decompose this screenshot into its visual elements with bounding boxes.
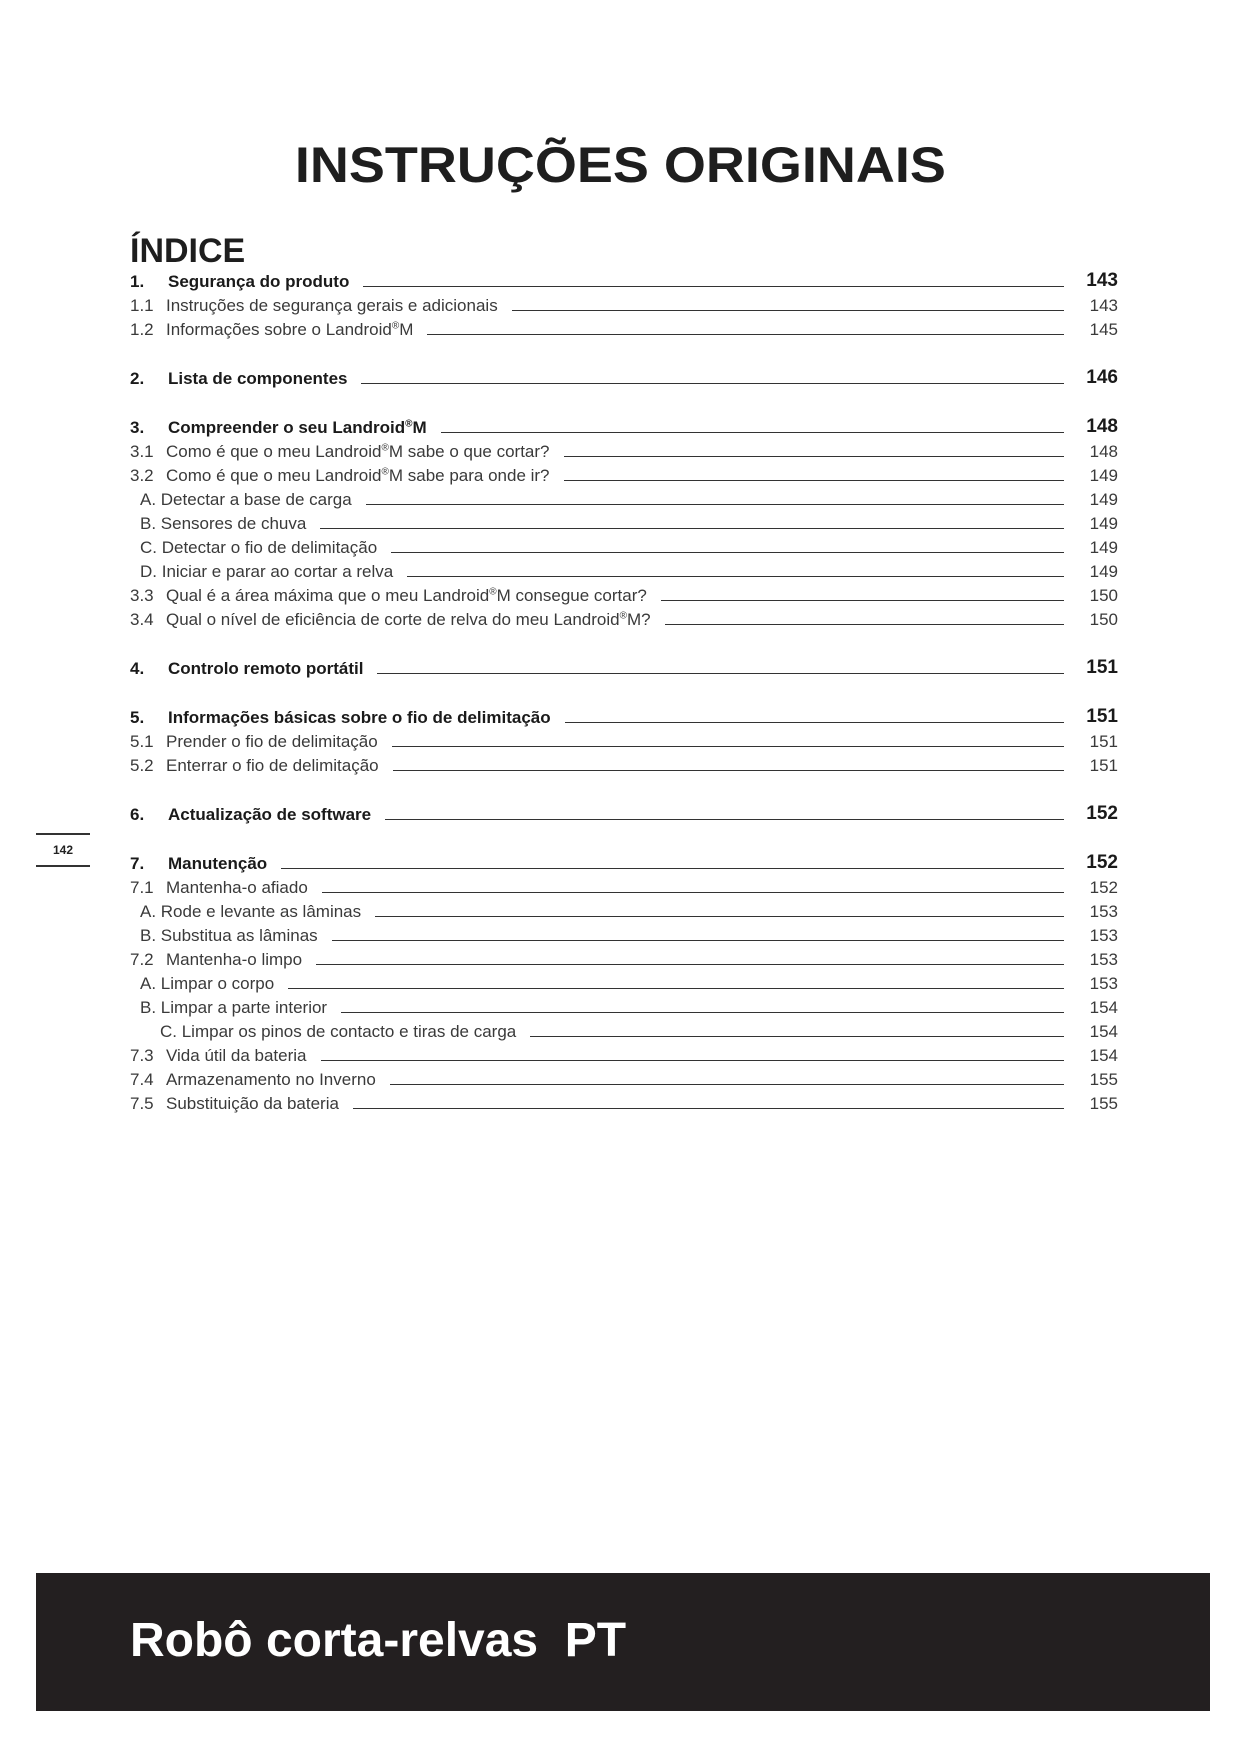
side-page-tab bbox=[36, 833, 90, 867]
toc-entry-page: 151 bbox=[1089, 732, 1118, 751]
toc-entry-page: 143 bbox=[1086, 270, 1118, 291]
toc-entry-page: 151 bbox=[1086, 706, 1118, 727]
toc-entry-title: Prender o fio de delimitação bbox=[166, 732, 378, 751]
toc-entry[interactable] bbox=[130, 462, 1118, 486]
toc-entry-number: 5. bbox=[130, 708, 145, 727]
toc-entry-number: 1.2 bbox=[130, 320, 154, 339]
toc-entry[interactable] bbox=[130, 534, 1118, 558]
toc-entry[interactable] bbox=[130, 728, 1118, 752]
divider bbox=[36, 865, 90, 867]
footer-bar bbox=[36, 1573, 1210, 1711]
toc-entry-number: 4. bbox=[130, 659, 145, 678]
toc-entry-page: 155 bbox=[1089, 1070, 1118, 1089]
toc-entry-title: A. Detectar a base de carga bbox=[140, 490, 352, 509]
toc-entry[interactable] bbox=[130, 292, 1118, 316]
toc-entry-title: B. Substitua as lâminas bbox=[140, 926, 318, 945]
toc-entry-page: 153 bbox=[1089, 974, 1118, 993]
toc-entry-title: D. Iniciar e parar ao cortar a relva bbox=[140, 562, 394, 581]
toc-entry[interactable] bbox=[130, 801, 1118, 825]
toc-entry-title: Actualização de software bbox=[168, 805, 372, 824]
toc-entry[interactable] bbox=[130, 268, 1118, 292]
toc-entry-number: 7.4 bbox=[130, 1070, 154, 1089]
toc-entry-number: 6. bbox=[130, 805, 145, 824]
leader-line bbox=[391, 552, 1064, 553]
toc-entry[interactable] bbox=[130, 1042, 1118, 1066]
toc-entry-page: 153 bbox=[1089, 902, 1118, 921]
leader-line bbox=[353, 1108, 1064, 1109]
toc-entry[interactable] bbox=[130, 606, 1118, 630]
toc-entry[interactable] bbox=[130, 994, 1118, 1018]
toc-entry-number: 7.1 bbox=[130, 878, 154, 897]
leader-line bbox=[393, 770, 1064, 771]
registered-mark: ® bbox=[489, 586, 497, 598]
registered-mark: ® bbox=[381, 442, 389, 454]
registered-mark: ® bbox=[381, 466, 389, 478]
toc-entry-page: 149 bbox=[1089, 466, 1118, 485]
toc-entry[interactable] bbox=[130, 486, 1118, 510]
toc-entry-title: Mantenha-o limpo bbox=[166, 950, 303, 969]
toc-entry-page: 146 bbox=[1086, 367, 1118, 388]
toc-entry-page: 149 bbox=[1089, 538, 1118, 557]
toc-entry-page: 154 bbox=[1089, 998, 1118, 1017]
leader-line bbox=[407, 576, 1064, 577]
toc-entry[interactable] bbox=[130, 510, 1118, 534]
page-title: INSTRUÇÕES ORIGINAIS bbox=[294, 137, 947, 193]
toc-entry[interactable] bbox=[130, 946, 1118, 970]
toc-entry-title: C. Limpar os pinos de contacto e tiras de carga bbox=[160, 1022, 517, 1041]
leader-line bbox=[441, 432, 1064, 433]
toc-entry-title: Vida útil da bateria bbox=[166, 1046, 307, 1065]
toc-entry-title: Lista de componentes bbox=[168, 369, 348, 388]
toc-entry-number: 5.2 bbox=[130, 756, 154, 775]
toc-entry-page: 153 bbox=[1089, 926, 1118, 945]
toc-entry-title: B. Sensores de chuva bbox=[140, 514, 307, 533]
toc-entry-title: Como é que o meu Landroid®M sabe o que cortar? bbox=[166, 442, 550, 461]
toc-entry-title: Armazenamento no Inverno bbox=[166, 1070, 376, 1089]
leader-line bbox=[288, 988, 1064, 989]
toc-entry-number: 3.3 bbox=[130, 586, 154, 605]
leader-line bbox=[320, 528, 1064, 529]
toc-entry-number: 7.5 bbox=[130, 1094, 154, 1113]
toc-entry-title: Substituição da bateria bbox=[166, 1094, 339, 1113]
leader-line bbox=[390, 1084, 1064, 1085]
leader-line bbox=[512, 310, 1064, 311]
toc-entry-number: 7. bbox=[130, 854, 145, 873]
leader-line bbox=[564, 456, 1064, 457]
toc-entry-title: B. Limpar a parte interior bbox=[140, 998, 328, 1017]
registered-mark: ® bbox=[619, 610, 627, 622]
toc-entry[interactable] bbox=[130, 704, 1118, 728]
toc-entry-page: 153 bbox=[1089, 950, 1118, 969]
leader-line bbox=[392, 746, 1064, 747]
leader-line bbox=[322, 892, 1064, 893]
registered-mark: ® bbox=[405, 418, 413, 430]
toc-entry-number: 3.1 bbox=[130, 442, 154, 461]
toc-entry-number: 1.1 bbox=[130, 296, 154, 315]
toc-entry[interactable] bbox=[130, 1066, 1118, 1090]
toc-entry-page: 149 bbox=[1089, 562, 1118, 581]
toc-entry[interactable] bbox=[130, 1018, 1118, 1042]
toc-entry-number: 3. bbox=[130, 418, 145, 437]
toc-entry-page: 149 bbox=[1089, 514, 1118, 533]
toc-entry-page: 148 bbox=[1089, 442, 1118, 461]
toc-entry-page: 149 bbox=[1089, 490, 1118, 509]
registered-mark: ® bbox=[391, 320, 400, 332]
toc-entry-title: Qual é a área máxima que o meu Landroid®M consegue cortar? bbox=[166, 586, 647, 605]
leader-line bbox=[363, 286, 1064, 287]
toc-entry[interactable] bbox=[130, 582, 1118, 606]
section-heading: ÍNDICE bbox=[130, 232, 246, 270]
leader-line bbox=[332, 940, 1064, 941]
leader-line bbox=[281, 868, 1064, 869]
toc-entry-page: 145 bbox=[1089, 320, 1118, 339]
leader-line bbox=[661, 600, 1064, 601]
leader-line bbox=[665, 624, 1064, 625]
leader-line bbox=[321, 1060, 1064, 1061]
leader-line bbox=[316, 964, 1064, 965]
toc-entry-page: 154 bbox=[1089, 1046, 1118, 1065]
leader-line bbox=[341, 1012, 1064, 1013]
toc-entry-title: Controlo remoto portátil bbox=[168, 659, 364, 678]
toc-entry-title: Segurança do produto bbox=[168, 272, 350, 291]
toc-entry-title: Manutenção bbox=[168, 854, 268, 873]
toc-entry-page: 152 bbox=[1086, 803, 1118, 824]
toc-entry-title: A. Limpar o corpo bbox=[140, 974, 275, 993]
toc-entry-page: 150 bbox=[1089, 610, 1118, 629]
toc-entry-number: 7.2 bbox=[130, 950, 154, 969]
toc-entry-page: 150 bbox=[1089, 586, 1118, 605]
toc-entry-number: 7.3 bbox=[130, 1046, 154, 1065]
toc-entry-page: 154 bbox=[1089, 1022, 1118, 1041]
toc-entry-page: 151 bbox=[1086, 657, 1118, 678]
toc-entry[interactable] bbox=[130, 752, 1118, 776]
toc-entry-title: Qual o nível de eficiência de corte de relva do meu Landroid®M? bbox=[166, 610, 651, 629]
toc-entry[interactable] bbox=[130, 655, 1118, 679]
page-number: 142 bbox=[52, 843, 74, 857]
toc-entry-page: 143 bbox=[1089, 296, 1118, 315]
toc-entry-title: A. Rode e levante as lâminas bbox=[140, 902, 362, 921]
toc-entry-page: 155 bbox=[1089, 1094, 1118, 1113]
toc-entry[interactable] bbox=[130, 365, 1118, 389]
toc-entry-title: Compreender o seu Landroid®M bbox=[168, 418, 427, 437]
toc-entry[interactable] bbox=[130, 898, 1118, 922]
toc-entry-title: Enterrar o fio de delimitação bbox=[166, 756, 379, 775]
toc-entry-number: 2. bbox=[130, 369, 145, 388]
leader-line bbox=[564, 480, 1064, 481]
footer-title: Robô corta-relvas PT bbox=[130, 1614, 627, 1667]
toc-entry-title: Informações sobre o Landroid®M bbox=[166, 320, 414, 339]
toc-entry-page: 152 bbox=[1089, 878, 1118, 897]
toc-entry[interactable] bbox=[130, 874, 1118, 898]
toc-entry[interactable] bbox=[130, 850, 1118, 874]
toc-entry-title: Informações básicas sobre o fio de delimitação bbox=[168, 708, 551, 727]
toc-entry[interactable] bbox=[130, 414, 1118, 438]
leader-line bbox=[427, 334, 1064, 335]
toc-entry-page: 151 bbox=[1089, 756, 1118, 775]
toc-entry-page: 148 bbox=[1086, 416, 1118, 437]
toc-entry-title: Instruções de segurança gerais e adicionais bbox=[166, 296, 498, 315]
toc-entry[interactable] bbox=[130, 922, 1118, 946]
leader-line bbox=[366, 504, 1064, 505]
toc-entry-page: 152 bbox=[1086, 852, 1118, 873]
leader-line bbox=[565, 722, 1064, 723]
toc-entry-number: 3.2 bbox=[130, 466, 154, 485]
leader-line bbox=[377, 673, 1064, 674]
leader-line bbox=[375, 916, 1064, 917]
toc-entry-title: Como é que o meu Landroid®M sabe para onde ir? bbox=[166, 466, 550, 485]
toc-entry-number: 1. bbox=[130, 272, 145, 291]
toc-entry-number: 5.1 bbox=[130, 732, 154, 751]
toc-entry-title: Mantenha-o afiado bbox=[166, 878, 308, 897]
toc-entry[interactable] bbox=[130, 316, 1118, 340]
leader-line bbox=[385, 819, 1064, 820]
toc-entry-title: C. Detectar o fio de delimitação bbox=[140, 538, 378, 557]
toc-entry[interactable] bbox=[130, 970, 1118, 994]
toc-entry[interactable] bbox=[130, 438, 1118, 462]
toc-entry[interactable] bbox=[130, 558, 1118, 582]
toc-entry-number: 3.4 bbox=[130, 610, 154, 629]
leader-line bbox=[361, 383, 1064, 384]
toc-entry[interactable] bbox=[130, 1090, 1118, 1114]
leader-line bbox=[530, 1036, 1064, 1037]
